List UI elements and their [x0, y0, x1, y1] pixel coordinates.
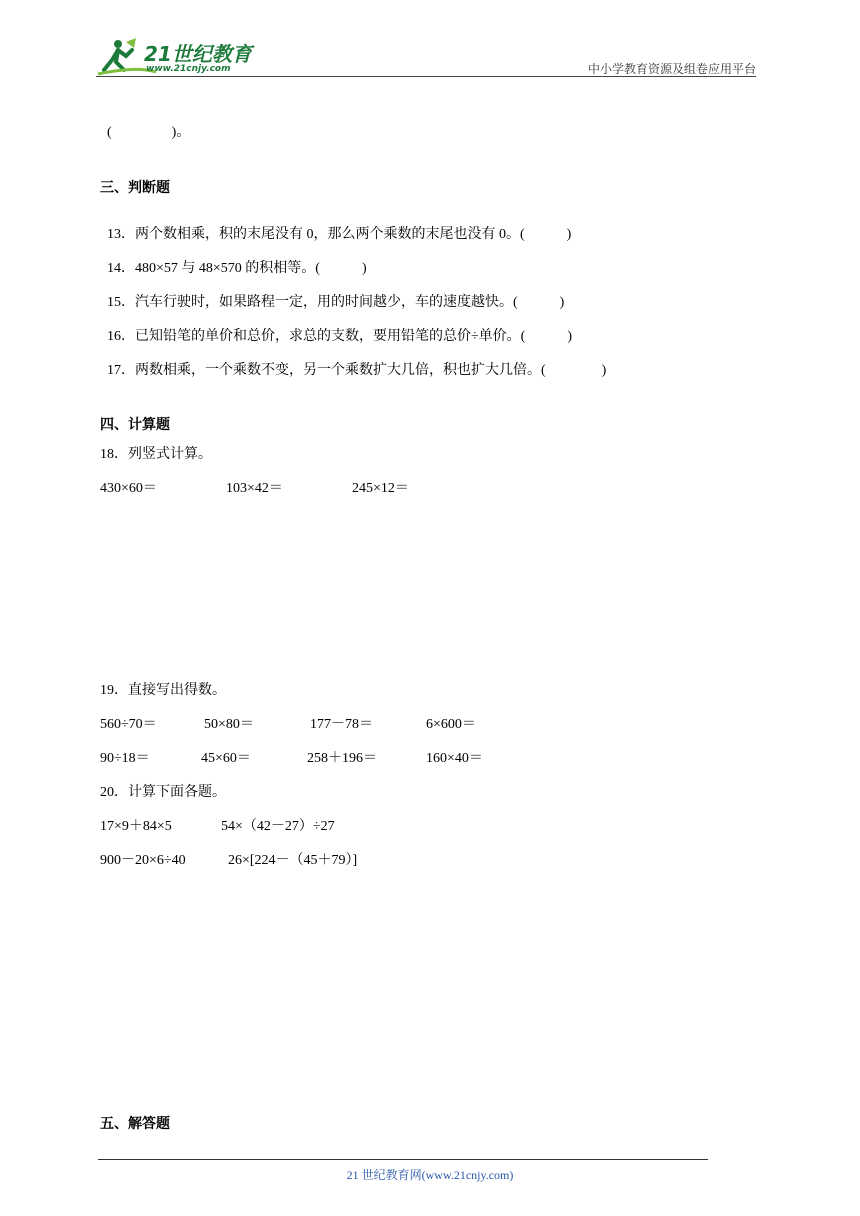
- close-paren: ): [567, 329, 573, 344]
- q19-r1-c4: 6×600＝: [426, 717, 476, 732]
- footer-divider: [98, 1159, 708, 1160]
- q20-r2-c2: 26×[224－（45＋79）]: [228, 853, 358, 868]
- q19-r2-c4: 160×40＝: [426, 751, 483, 766]
- question-text: 15．汽车行驶时，如果路程一定，用的时间越少，车的速度越快。(: [107, 295, 518, 310]
- q19-r1-c1: 560÷70＝: [100, 717, 157, 732]
- site-logo: [96, 36, 266, 78]
- fragment-close: )。: [171, 125, 191, 140]
- q20-r1-c2: 54×（42－27）÷27: [221, 819, 335, 834]
- question-16: [100, 310, 572, 346]
- question-15: [100, 276, 564, 312]
- q19-r2-c2: 45×60＝: [201, 751, 251, 766]
- logo-url: www.21cnjy.com: [146, 64, 231, 74]
- question-14: [100, 242, 367, 278]
- close-paren: ): [601, 363, 607, 378]
- question-18-prompt: 18．列竖式计算。: [100, 447, 212, 462]
- section4-title: 四、计算题: [100, 418, 170, 433]
- question-text: 13．两个数相乘，积的末尾没有 0，那么两个乘数的末尾也没有 0。(: [107, 227, 525, 242]
- section3-title: 三、判断题: [100, 181, 170, 196]
- q19-r2-c3: 258＋196＝: [307, 751, 377, 766]
- header-divider: [96, 76, 756, 77]
- logo-text: 21世纪教育: [144, 42, 252, 66]
- question-13: [100, 208, 571, 244]
- question-text: 16．已知铅笔的单价和总价，求总的支数，要用铅笔的总价÷单价。(: [107, 329, 526, 344]
- q19-r1-c2: 50×80＝: [204, 717, 254, 732]
- q18-expr-1: 430×60＝: [100, 481, 157, 496]
- question-17: [100, 344, 606, 380]
- fragment-open: (: [107, 125, 112, 140]
- footer-link[interactable]: 21 世纪教育网(www.21cnjy.com): [346, 1168, 514, 1182]
- q18-expr-3: 245×12＝: [352, 481, 409, 496]
- q19-r1-c3: 177－78＝: [310, 717, 373, 732]
- answer-blank-fragment: [100, 106, 190, 142]
- section5-title: 五、解答题: [100, 1117, 170, 1132]
- question-20-prompt: 20．计算下面各题。: [100, 785, 226, 800]
- q20-r2-c1: 900－20×6÷40: [100, 853, 186, 868]
- q18-expr-2: 103×42＝: [226, 481, 283, 496]
- close-paren: ): [361, 261, 367, 276]
- question-text: 17．两数相乘，一个乘数不变，另一个乘数扩大几倍，积也扩大几倍。(: [107, 363, 546, 378]
- question-text: 14．480×57 与 48×570 的积相等。(: [107, 261, 320, 276]
- q19-r2-c1: 90÷18＝: [100, 751, 150, 766]
- header-platform-text: 中小学教育资源及组卷应用平台: [587, 62, 756, 76]
- close-paren: ): [559, 295, 565, 310]
- q20-r1-c1: 17×9＋84×5: [100, 819, 172, 834]
- question-19-prompt: 19．直接写出得数。: [100, 683, 226, 698]
- close-paren: ): [566, 227, 572, 242]
